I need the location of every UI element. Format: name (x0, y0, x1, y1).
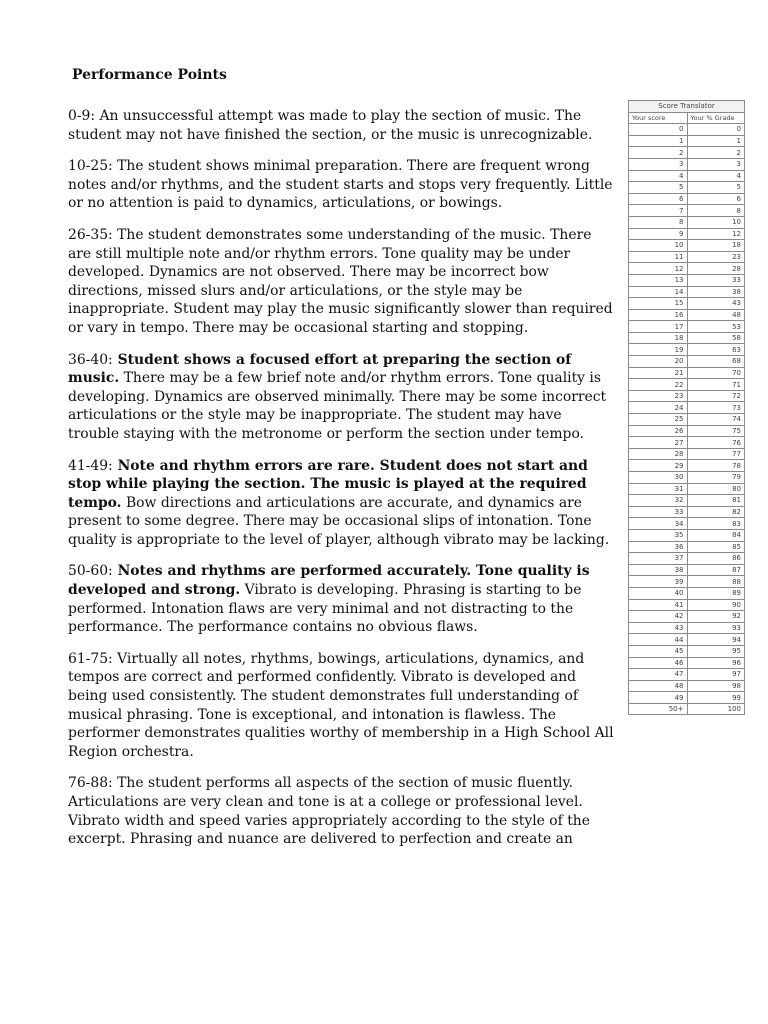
grade-cell: 18 (687, 240, 745, 252)
grade-cell: 87 (687, 564, 745, 576)
score-cell: 27 (629, 437, 688, 449)
score-cell: 33 (629, 506, 688, 518)
score-cell: 1 (629, 135, 688, 147)
grade-cell: 92 (687, 611, 745, 623)
score-cell: 28 (629, 448, 688, 460)
grade-cell: 73 (687, 402, 745, 414)
score-cell: 20 (629, 356, 688, 368)
grade-cell: 43 (687, 298, 745, 310)
grade-cell: 28 (687, 263, 745, 275)
header-percent-grade: Your % Grade (687, 112, 745, 124)
score-cell: 43 (629, 622, 688, 634)
table-row (629, 599, 745, 611)
grade-cell: 5 (687, 182, 745, 194)
description-text: The student performs all aspects of the section of music fluently. Articulations are very clean and tone is at a college or professional level. Vibrato width and speed varies appropriately according to the style of the excerpt. Phrasing and nuance are delivered to perfection and create an (68, 775, 590, 848)
grade-cell: 94 (687, 634, 745, 646)
score-cell: 47 (629, 669, 688, 681)
grade-cell: 2 (687, 147, 745, 159)
table-row (629, 645, 745, 657)
performance-level-paragraph (68, 774, 616, 848)
table-row (629, 518, 745, 530)
grade-cell: 71 (687, 379, 745, 391)
description-text: Bow directions and articulations are accurate, and dynamics are present to some degree. There may be occasional slips of intonation. Tone quality is appropriate to the level of player, although vibrato may be lacking. (68, 494, 610, 548)
grade-cell: 86 (687, 553, 745, 565)
table-row (629, 460, 745, 472)
grade-cell: 12 (687, 228, 745, 240)
grade-cell: 82 (687, 506, 745, 518)
score-cell: 38 (629, 564, 688, 576)
performance-level-paragraph (68, 157, 616, 213)
grade-cell: 6 (687, 193, 745, 205)
grade-cell: 98 (687, 680, 745, 692)
grade-cell: 72 (687, 390, 745, 402)
grade-cell: 79 (687, 472, 745, 484)
description-text: The student demonstrates some understanding of the music. There are still multiple note and/or rhythm errors. Tone quality may be under developed. Dynamics are not observed. There may be incorrect bow directions, missed slurs and/or articulations, or the style may be inappropriate. Student may play the music significantly slower than required or vary in tempo. There may be occasional starting and stopping. (68, 226, 613, 336)
score-cell: 17 (629, 321, 688, 333)
table-row (629, 529, 745, 541)
table-row (629, 286, 745, 298)
grade-cell: 85 (687, 541, 745, 553)
score-cell: 24 (629, 402, 688, 414)
table-row (629, 390, 745, 402)
table-row (629, 298, 745, 310)
table-row (629, 472, 745, 484)
score-range: 36-40: (68, 351, 113, 368)
table-row (629, 158, 745, 170)
performance-level-paragraph (68, 650, 616, 762)
grade-cell: 0 (687, 124, 745, 136)
table-row (629, 680, 745, 692)
score-cell: 34 (629, 518, 688, 530)
score-cell: 0 (629, 124, 688, 136)
bold-criteria: Notes and rhythms are performed accurately. Tone quality is developed and strong. (68, 563, 590, 599)
description-text: Vibrato is developing. Phrasing is starting to be performed. Intonation flaws are very minimal and not distracting to the performance. The performance contains no obvious flaws. (68, 582, 582, 636)
score-cell: 40 (629, 587, 688, 599)
table-row (629, 205, 745, 217)
table-row (629, 193, 745, 205)
score-cell: 22 (629, 379, 688, 391)
table-row (629, 170, 745, 182)
grade-cell: 1 (687, 135, 745, 147)
score-cell: 3 (629, 158, 688, 170)
grade-cell: 3 (687, 158, 745, 170)
score-cell: 8 (629, 216, 688, 228)
score-cell: 35 (629, 529, 688, 541)
bold-criteria: Student shows a focused effort at preparing the section of music. (68, 351, 572, 387)
score-cell: 48 (629, 680, 688, 692)
score-cell: 29 (629, 460, 688, 472)
grade-cell: 97 (687, 669, 745, 681)
score-cell: 10 (629, 240, 688, 252)
table-row (629, 587, 745, 599)
score-cell: 25 (629, 414, 688, 426)
table-row (629, 541, 745, 553)
score-cell: 49 (629, 692, 688, 704)
score-cell: 39 (629, 576, 688, 588)
table-row (629, 356, 745, 368)
score-range: 76-88: (68, 775, 113, 792)
score-cell: 6 (629, 193, 688, 205)
table-row (629, 692, 745, 704)
description-text: Virtually all notes, rhythms, bowings, articulations, dynamics, and tempos are correct and performed confidently. Vibrato is developed and being used consistently. The student demonstrates full understanding of musical phrasing. Tone is exceptional, and intonation is flawless. The performer demonstrates qualities worthy of membership in a High School All Region orchestra. (68, 650, 614, 760)
table-row (629, 564, 745, 576)
score-cell: 16 (629, 309, 688, 321)
grade-cell: 77 (687, 448, 745, 460)
grade-cell: 83 (687, 518, 745, 530)
score-cell: 32 (629, 495, 688, 507)
table-row (629, 669, 745, 681)
score-cell: 11 (629, 251, 688, 263)
score-cell: 12 (629, 263, 688, 275)
score-cell: 26 (629, 425, 688, 437)
performance-level-paragraph (68, 457, 616, 550)
score-cell: 50+ (629, 703, 688, 715)
score-cell: 15 (629, 298, 688, 310)
grade-cell: 4 (687, 170, 745, 182)
table-row (629, 553, 745, 565)
score-cell: 37 (629, 553, 688, 565)
table-row (629, 634, 745, 646)
table-row (629, 367, 745, 379)
table-row (629, 657, 745, 669)
score-range: 50-60: (68, 563, 113, 580)
score-cell: 41 (629, 599, 688, 611)
grade-cell: 76 (687, 437, 745, 449)
table-row (629, 437, 745, 449)
performance-level-paragraph (68, 107, 616, 144)
table-row (629, 216, 745, 228)
table-row (629, 611, 745, 623)
score-cell: 19 (629, 344, 688, 356)
table-row (629, 483, 745, 495)
grade-cell: 23 (687, 251, 745, 263)
table-row (629, 263, 745, 275)
grade-cell: 89 (687, 587, 745, 599)
description-text: An unsuccessful attempt was made to play the section of music. The student may not have finished the section, or the music is unrecognizable. (68, 108, 593, 143)
table-row (629, 182, 745, 194)
grade-cell: 53 (687, 321, 745, 333)
table-row (629, 506, 745, 518)
grade-cell: 74 (687, 414, 745, 426)
grade-cell: 70 (687, 367, 745, 379)
grade-cell: 81 (687, 495, 745, 507)
score-cell: 4 (629, 170, 688, 182)
score-cell: 9 (629, 228, 688, 240)
table-row (629, 402, 745, 414)
score-cell: 44 (629, 634, 688, 646)
table-row (629, 379, 745, 391)
score-range: 26-35: (68, 226, 113, 243)
grade-cell: 10 (687, 216, 745, 228)
score-cell: 2 (629, 147, 688, 159)
table-row (629, 274, 745, 286)
table-row (629, 448, 745, 460)
score-translator-table (628, 100, 745, 715)
score-cell: 23 (629, 390, 688, 402)
header-your-score: Your score (629, 112, 688, 124)
description-text: The student shows minimal preparation. There are frequent wrong notes and/or rhythms, and the student starts and stops very frequently. Little or no attention is paid to dynamics, articulations, or bowings. (68, 158, 613, 212)
score-cell: 5 (629, 182, 688, 194)
score-cell: 7 (629, 205, 688, 217)
score-cell: 42 (629, 611, 688, 623)
table-row (629, 240, 745, 252)
score-range: 41-49: (68, 457, 113, 474)
grade-cell: 100 (687, 703, 745, 715)
table-row (629, 576, 745, 588)
table-row (629, 414, 745, 426)
grade-cell: 80 (687, 483, 745, 495)
grade-cell: 8 (687, 205, 745, 217)
table-row (629, 309, 745, 321)
grade-cell: 33 (687, 274, 745, 286)
grade-cell: 99 (687, 692, 745, 704)
score-cell: 14 (629, 286, 688, 298)
performance-level-paragraph (68, 562, 616, 636)
grade-cell: 75 (687, 425, 745, 437)
score-cell: 21 (629, 367, 688, 379)
score-cell: 45 (629, 645, 688, 657)
grade-cell: 84 (687, 529, 745, 541)
score-cell: 18 (629, 332, 688, 344)
description-text: There may be a few brief note and/or rhythm errors. Tone quality is developing. Dynamics are observed minimally. There may be some incorrect articulations or the style may be inappropriate. The student may have trouble staying with the metronome or perform the section under tempo. (68, 370, 607, 442)
grade-cell: 58 (687, 332, 745, 344)
grade-cell: 38 (687, 286, 745, 298)
performance-level-paragraph (68, 351, 616, 444)
score-cell: 36 (629, 541, 688, 553)
bold-criteria: Note and rhythm errors are rare. Student does not start and stop while playing the section. The music is played at the required tempo. (68, 457, 588, 511)
table-row (629, 228, 745, 240)
score-cell: 13 (629, 274, 688, 286)
grade-cell: 88 (687, 576, 745, 588)
table-row (629, 251, 745, 263)
grade-cell: 63 (687, 344, 745, 356)
table-row (629, 321, 745, 333)
performance-points-text (68, 107, 616, 862)
table-row (629, 425, 745, 437)
table-row (629, 622, 745, 634)
grade-cell: 78 (687, 460, 745, 472)
grade-cell: 93 (687, 622, 745, 634)
table-row (629, 135, 745, 147)
score-cell: 30 (629, 472, 688, 484)
table-row (629, 344, 745, 356)
table-row (629, 147, 745, 159)
score-cell: 31 (629, 483, 688, 495)
grade-cell: 96 (687, 657, 745, 669)
table-row (629, 703, 745, 715)
performance-level-paragraph (68, 226, 616, 338)
score-range: 0-9: (68, 108, 96, 124)
score-range: 10-25: (68, 158, 113, 175)
score-cell: 46 (629, 657, 688, 669)
page-title: Performance Points (72, 67, 227, 83)
grade-cell: 68 (687, 356, 745, 368)
table-row (629, 332, 745, 344)
table-title: Score Translator (629, 101, 745, 113)
grade-cell: 95 (687, 645, 745, 657)
table-row (629, 124, 745, 136)
grade-cell: 48 (687, 309, 745, 321)
score-range: 61-75: (68, 650, 113, 667)
table-row (629, 495, 745, 507)
grade-cell: 90 (687, 599, 745, 611)
